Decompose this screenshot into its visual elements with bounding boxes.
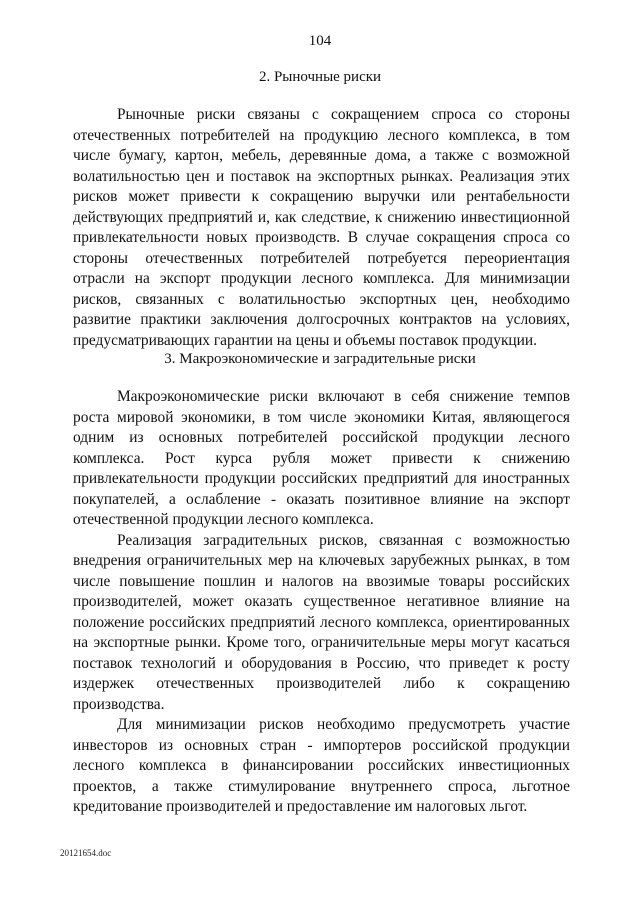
section-heading-market-risks: 2. Рыночные риски bbox=[258, 69, 382, 85]
section-body-market-risks bbox=[73, 105, 570, 351]
document-file-code: 20121654.doc bbox=[60, 848, 112, 858]
paragraph: Для минимизации рисков необходимо предусмотреть участие инвесторов из основных стран - импортеров российской продукции лесного комплекса в финансировании российских инвестиционных проектов, а также стимулирование внутреннего спроса, льготное кредитование производителей и предоставление им налоговых льгот. bbox=[73, 716, 570, 815]
paragraph: Рыночные риски связаны с сокращением спроса со стороны отечественных потребителей на продукцию лесного комплекса, в том числе бумагу, картон, мебель, деревянные дома, а также с возможной волатильностью цен и поставок на экспортных рынках. Реализация этих рисков может привести к сокращению выручки или рентабельности действующих предприятий и, как следствие, к снижению инвестиционной привлекательности новых производств. В случае сокращения спроса со стороны отечественных потребителей потребуется переориентация отрасли на экспорт продукции лесного комплекса. Для минимизации рисков, связанных с волатильностью экспортных цен, необходимо развитие практики заключения долгосрочных контрактов на условиях, предусматривающих гарантии на цены и объемы поставок продукции. bbox=[73, 106, 570, 349]
section-heading-macro-risks: 3. Макроэкономические и заградительные риски bbox=[164, 351, 476, 367]
paragraph: Макроэкономические риски включают в себя снижение темпов роста мировой экономики, в том числе экономики Китая, являющегося одним из основных потребителей российской продукции лесного комплекса. Рост курса рубля может привести к снижению привлекательности продукции российских предприятий для иностранных покупателей, а ослабление - оказать позитивное влияние на экспорт отечественной продукции лесного комплекса. bbox=[73, 388, 570, 528]
section-body-macro-risks bbox=[73, 387, 570, 818]
paragraph: Реализация заградительных рисков, связанная с возможностью внедрения ограничительных мер на ключевых зарубежных рынках, в том числе повышение пошлин и налогов на ввозимые товары российских производителей, может оказать существенное негативное влияние на положение российских предприятий лесного комплекса, ориентированных на экспортные рынки. Кроме того, ограничительные меры могут касаться поставок технологий и оборудования в Россию, что приведет к росту издержек отечественных производителей либо к сокращению производства. bbox=[73, 531, 570, 713]
page-number: 104 bbox=[308, 33, 332, 49]
